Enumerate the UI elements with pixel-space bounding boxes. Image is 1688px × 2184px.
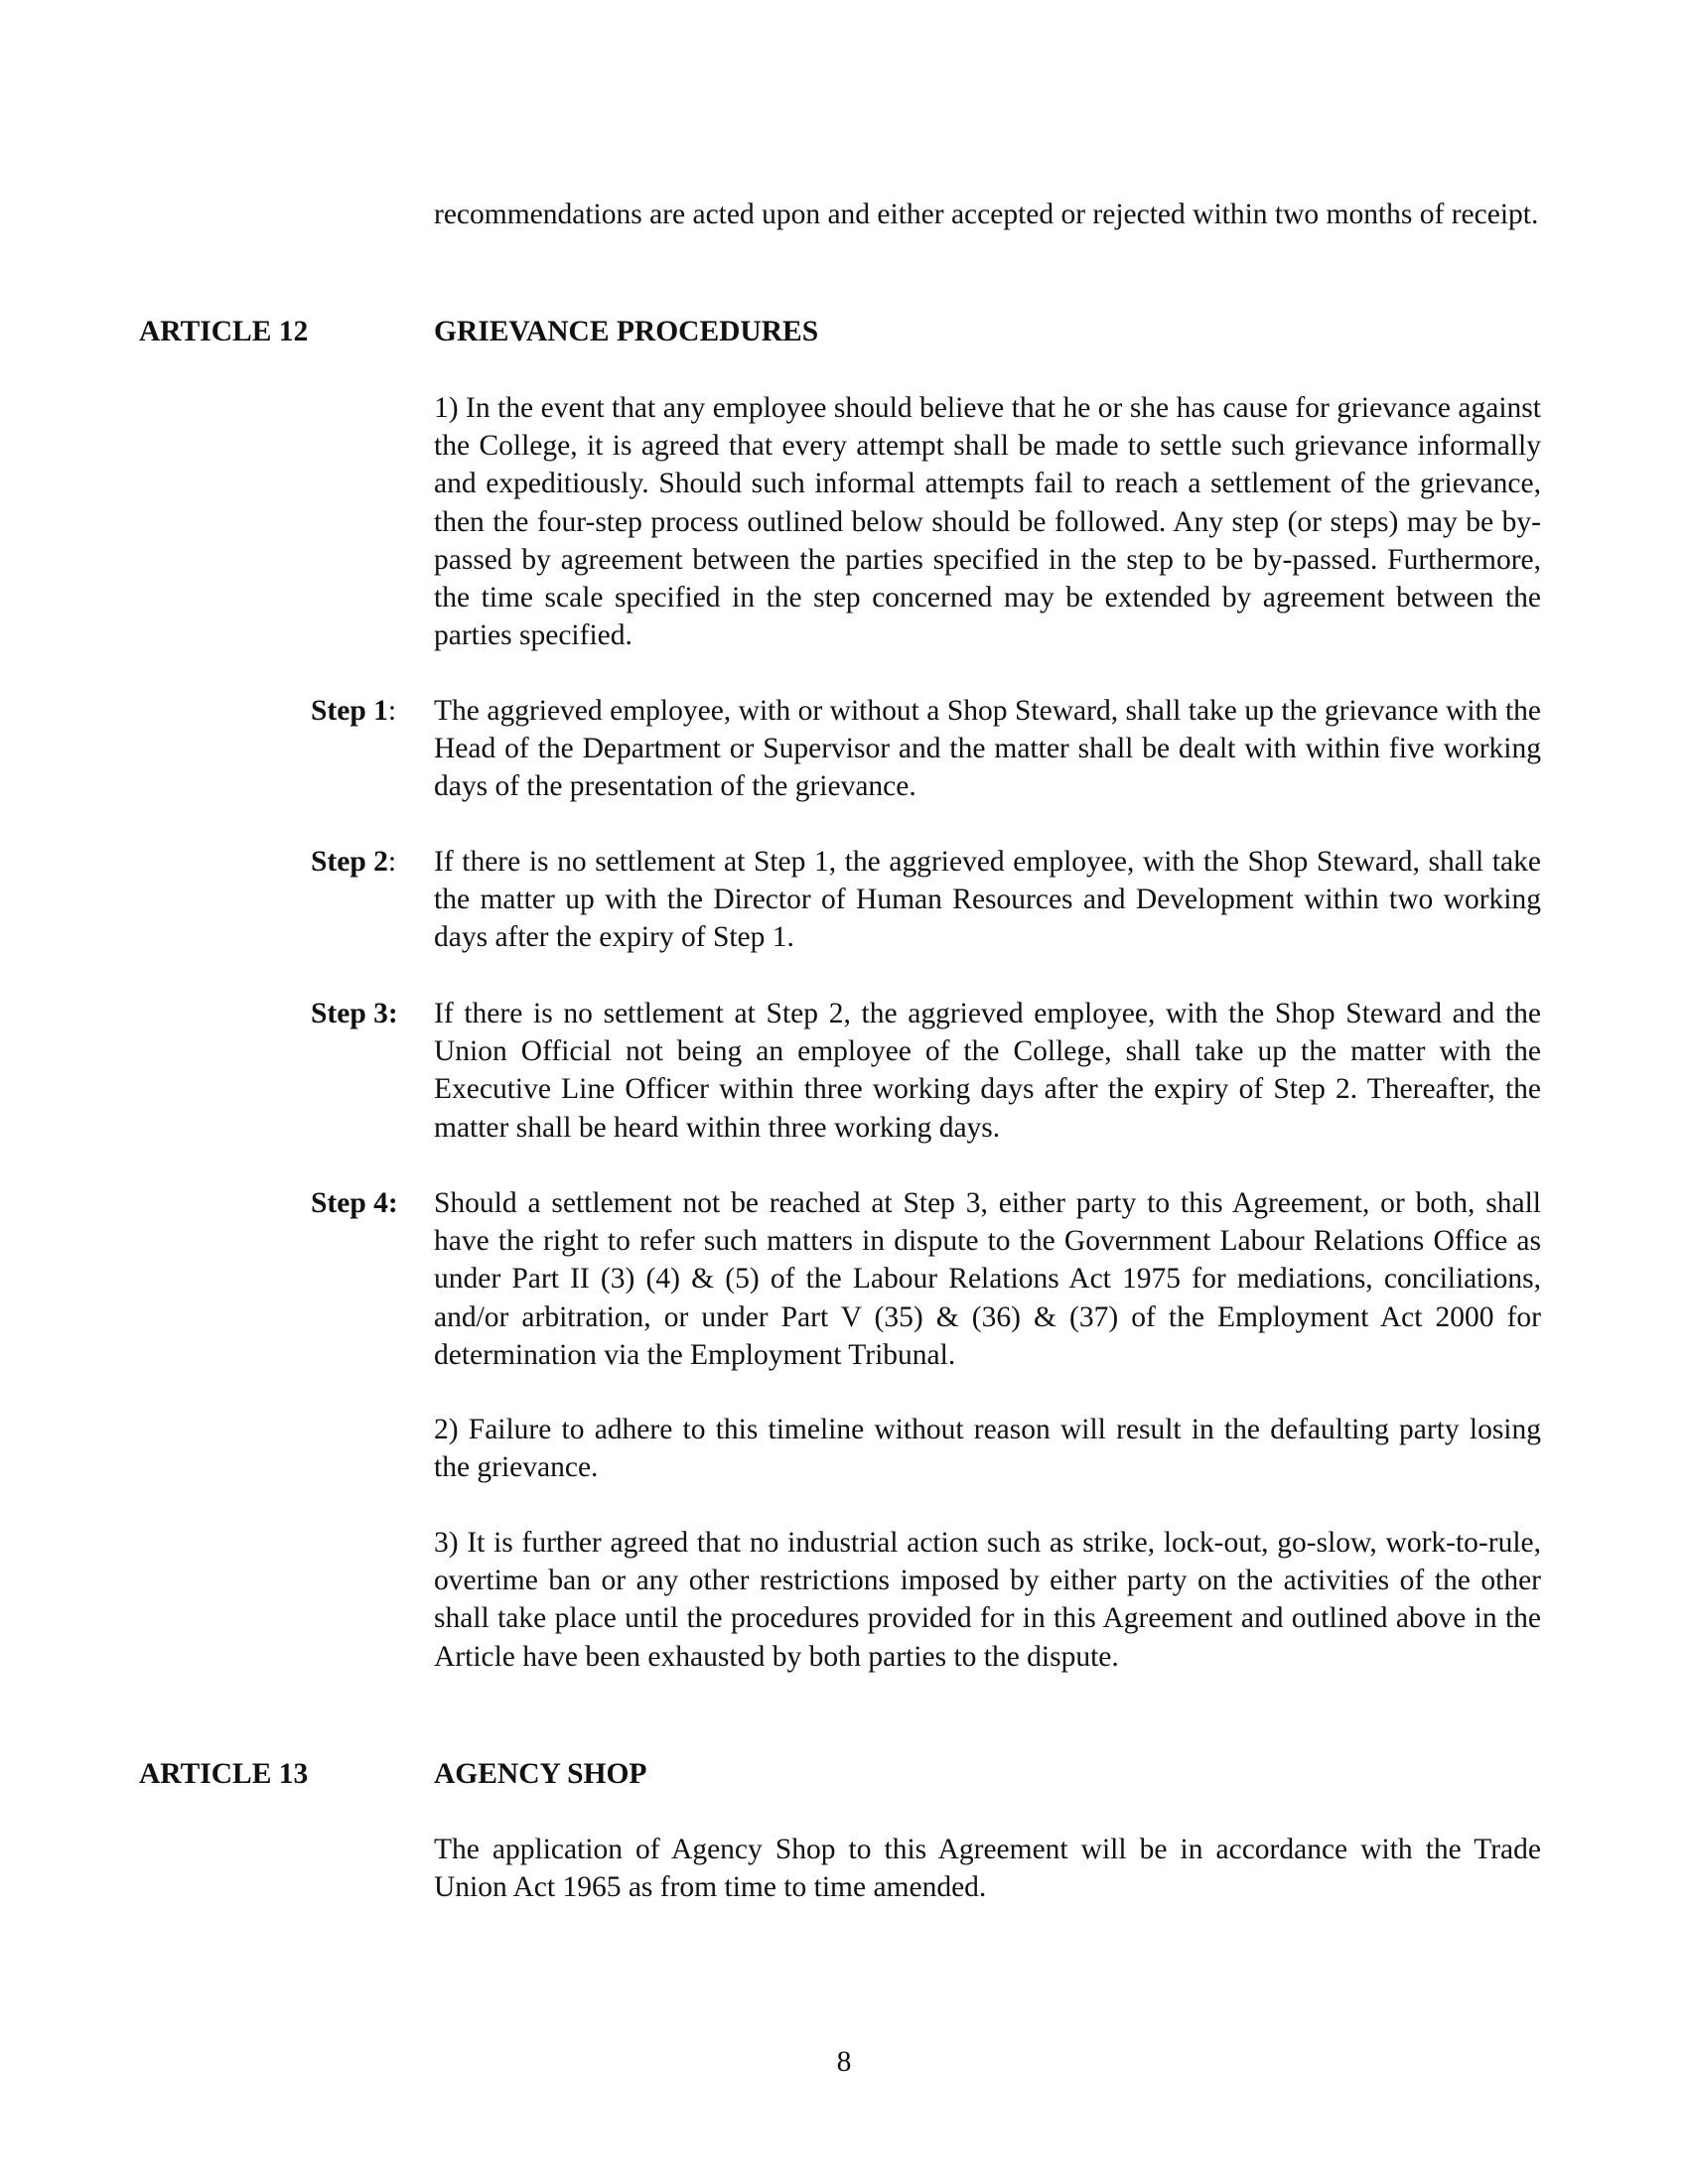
step-label-text: Step 3: [311, 998, 388, 1029]
step-3-label: Step 3:: [311, 998, 398, 1029]
step-label-text: Step 4: [311, 1187, 388, 1219]
article-13-title: AGENCY SHOP: [434, 1758, 647, 1790]
step-4-text: Should a settlement not be reached at Step 3, either party to this Agreement, or both, shall have the right to refer such matters in dispute to the Government Labour Relations Office as under Part II (3) (4) & (5) of the Labour Relations Act 1975 for mediations, conciliations, and/or arbitration, or under Part V (35) & (36) & (37) of the Employment Act 2000 for determination via the Employment Tribunal.: [434, 1187, 1541, 1371]
article-12-label: ARTICLE 12: [139, 316, 309, 347]
article-13-label: ARTICLE 13: [139, 1758, 309, 1790]
article-12-paragraph-3: 3) It is further agreed that no industrial action such as strike, lock-out, go-slow, work-to-rule, overtime ban or any other restrictions imposed by either party on the activities of the other shall take place until the procedures provided for in this Agreement and outlined above in the Article have been exhausted by both parties to the dispute.: [434, 1527, 1541, 1673]
step-1-text: The aggrieved employee, with or without a Shop Steward, shall take up the grievance with the Head of the Department or Supervisor and the matter shall be dealt with within five working days of the presentation of the grievance.: [434, 695, 1541, 803]
step-3-text: If there is no settlement at Step 2, the aggrieved employee, with the Shop Steward and the Union Official not being an employee of the College, shall take up the matter with the Executive Line Officer within three working days after the expiry of Step 2. Thereafter, the matter shall be heard within three working days.: [434, 998, 1541, 1144]
step-2-label: Step 2:: [311, 846, 397, 878]
step-label-text: Step 1: [311, 695, 388, 727]
article-12-title: GRIEVANCE PROCEDURES: [434, 316, 819, 347]
step-4-label: Step 4:: [311, 1187, 398, 1219]
article-13-paragraph: The application of Agency Shop to this Agreement will be in accordance with the Trade Union Act 1965 as from time to time amended.: [434, 1834, 1541, 1904]
step-label-text: Step 2: [311, 846, 388, 878]
step-1-label: Step 1:: [311, 695, 397, 727]
article-12-paragraph-1: 1) In the event that any employee should believe that he or she has cause for grievance against the College, it is agreed that every attempt shall be made to settle such grievance informally and expeditiously. Should such informal attempts fail to reach a settlement of the grievance, then the four-step process outlined below should be followed. Any step (or steps) may be by-passed by agreement between the parties specified in the step to be by-passed. Furthermore, the time scale specified in the step concerned may be extended by agreement between the parties specified.: [434, 392, 1541, 652]
article-12-paragraph-2: 2) Failure to adhere to this timeline without reason will result in the defaulting party losing the grievance.: [434, 1414, 1541, 1484]
page-number: 8: [836, 2046, 852, 2078]
step-2-text: If there is no settlement at Step 1, the aggrieved employee, with the Shop Steward, shall take the matter up with the Director of Human Resources and Development within two working days after the expiry of Step 1.: [434, 846, 1541, 954]
intro-paragraph: recommendations are acted upon and either accepted or rejected within two months of receipt.: [434, 199, 1539, 230]
